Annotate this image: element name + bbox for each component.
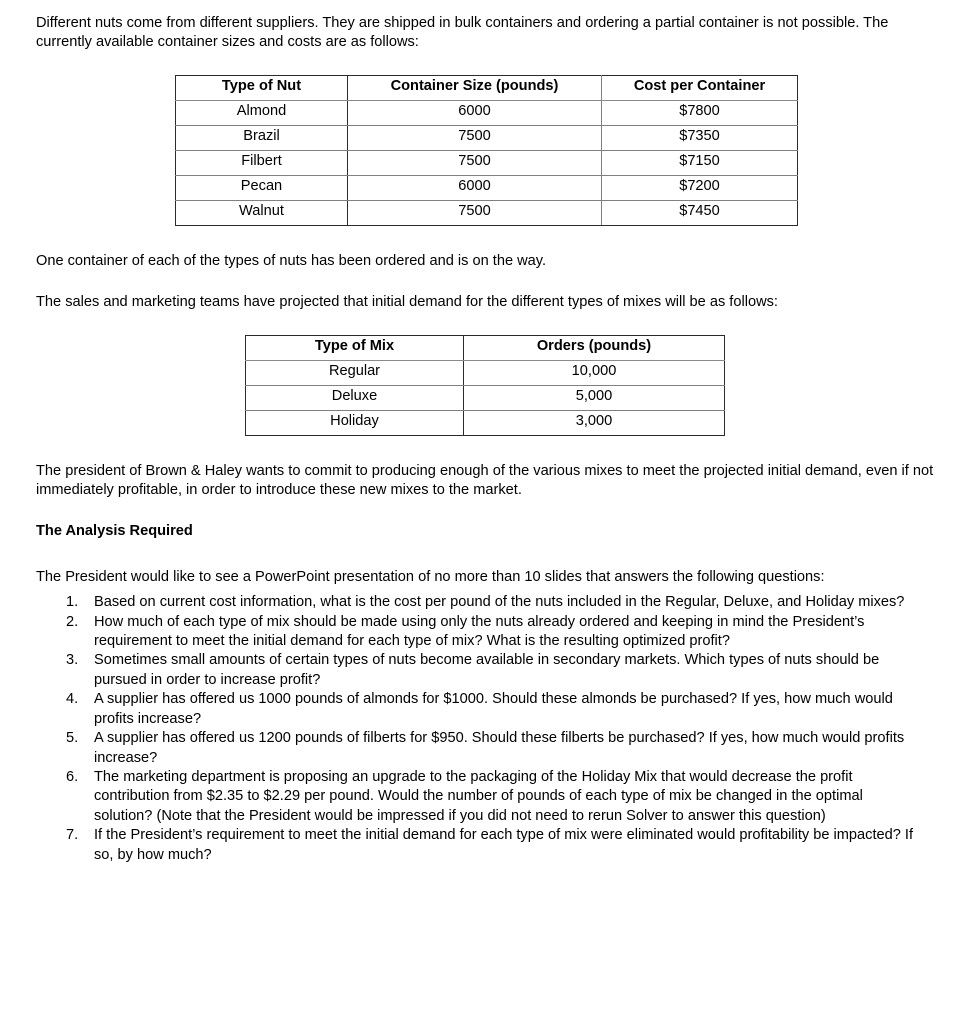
- questions-section: [36, 593, 939, 865]
- nut-name: Brazil: [176, 125, 348, 150]
- spacer: [36, 226, 939, 252]
- nut-name: Walnut: [176, 200, 348, 225]
- nut-container-cost: $7200: [602, 175, 798, 200]
- mix-name: Deluxe: [246, 385, 464, 410]
- list-item-text: Based on current cost information, what is the cost per pound of the nuts included in the Regular, Deluxe, and Holiday mixes?: [94, 594, 905, 611]
- list-item-number: 4.: [66, 691, 79, 708]
- table-row: [176, 200, 798, 225]
- intro-paragraph: Different nuts come from different suppliers. They are shipped in bulk containers and ordering a partial container is not possible. The currently available container sizes and costs are as follows:: [36, 15, 889, 51]
- table-row: [176, 100, 798, 125]
- nut-container-size: 7500: [348, 200, 602, 225]
- spacer: [36, 313, 939, 335]
- list-item-number: 3.: [66, 652, 79, 669]
- list-item-text: The marketing department is proposing an upgrade to the packaging of the Holiday Mix that would decrease the profit contribution from $2.35 to $2.29 per pound. Would the number of pounds of each type of mix be changed in the optimal solution? (Note that the President would be impressed if you did not need to rerun Solver to answer this question): [94, 768, 863, 824]
- nut-container-cost: $7350: [602, 125, 798, 150]
- mix-name: Holiday: [246, 410, 464, 435]
- mix-table-body: [246, 360, 725, 435]
- mix-table-header-type: Type of Mix: [246, 335, 464, 360]
- list-item-number: 7.: [66, 827, 79, 844]
- nut-container-cost: $7150: [602, 150, 798, 175]
- after-nut-table-paragraph: One container of each of the types of nuts has been ordered and is on the way.: [36, 252, 547, 269]
- nut-table-body: [176, 100, 798, 225]
- nut-container-size: 6000: [348, 175, 602, 200]
- list-item-number: 5.: [66, 730, 79, 747]
- mix-orders: 10,000: [464, 360, 725, 385]
- table-row: [246, 410, 725, 435]
- mix-orders: 5,000: [464, 385, 725, 410]
- nut-container-cost: $7450: [602, 200, 798, 225]
- list-item: [36, 651, 939, 690]
- list-item-text: If the President’s requirement to meet the initial demand for each type of mix were eliminated would profitability be impacted? If so, by how much?: [94, 827, 914, 863]
- spacer: [36, 271, 939, 293]
- nut-name: Almond: [176, 100, 348, 125]
- table-row: [176, 175, 798, 200]
- list-item-text: How much of each type of mix should be made using only the nuts already ordered and keeping in mind the President’s requirement to meet the initial demand for each type of mix? What is the resulting optimized profit?: [94, 613, 865, 650]
- list-item-text: Sometimes small amounts of certain types of nuts become available in secondary markets. Which types of nuts should be pursued in order to increase profit?: [94, 652, 880, 688]
- nut-table-header-row: [176, 75, 798, 100]
- analysis-intro-paragraph: The President would like to see a PowerPoint presentation of no more than 10 slides that answers the following questions:: [36, 568, 825, 585]
- nut-table-head: [176, 75, 798, 100]
- spacer: [36, 500, 939, 522]
- list-item: [36, 826, 939, 865]
- spacer: [36, 542, 939, 568]
- analysis-required-heading: The Analysis Required: [36, 523, 193, 540]
- nut-container-size: 6000: [348, 100, 602, 125]
- list-item: [36, 690, 939, 729]
- mix-table-header-row: [246, 335, 725, 360]
- nut-name: Filbert: [176, 150, 348, 175]
- list-item-text: A supplier has offered us 1000 pounds of almonds for $1000. Should these almonds be purchased? If yes, how much would profits increase?: [94, 691, 893, 727]
- nut-container-size: 7500: [348, 150, 602, 175]
- list-item: [36, 593, 939, 612]
- list-item-text: A supplier has offered us 1200 pounds of filberts for $950. Should these filberts be purchased? If yes, how much would profits increase?: [94, 730, 905, 766]
- nut-container-size: 7500: [348, 125, 602, 150]
- nut-table-container: [36, 75, 939, 226]
- nut-name: Pecan: [176, 175, 348, 200]
- nut-table: [175, 75, 798, 226]
- mix-table-head: [246, 335, 725, 360]
- list-item: [36, 768, 939, 826]
- spacer: [36, 436, 939, 462]
- nut-table-header-cost: Cost per Container: [602, 75, 798, 100]
- list-item: [36, 729, 939, 768]
- mix-table-container: [36, 335, 939, 436]
- questions-list: [36, 593, 939, 865]
- nut-table-header-size: Container Size (pounds): [348, 75, 602, 100]
- mix-name: Regular: [246, 360, 464, 385]
- before-mix-table-paragraph: The sales and marketing teams have projected that initial demand for the different types of mixes will be as follows:: [36, 294, 778, 311]
- list-item-number: 6.: [66, 768, 79, 785]
- table-row: [246, 385, 725, 410]
- mix-table: [245, 335, 725, 436]
- nut-table-header-type: Type of Nut: [176, 75, 348, 100]
- table-row: [246, 360, 725, 385]
- list-item-number: 2.: [66, 613, 79, 630]
- spacer: [36, 53, 939, 75]
- list-item-number: 1.: [66, 594, 79, 611]
- mix-orders: 3,000: [464, 410, 725, 435]
- table-row: [176, 125, 798, 150]
- list-item: [36, 613, 939, 652]
- table-row: [176, 150, 798, 175]
- nut-container-cost: $7800: [602, 100, 798, 125]
- after-mix-table-paragraph: The president of Brown & Haley wants to commit to producing enough of the various mixes to meet the projected initial demand, even if not immediately profitable, in order to introduce these new mixes to the market.: [36, 462, 934, 499]
- mix-table-header-orders: Orders (pounds): [464, 335, 725, 360]
